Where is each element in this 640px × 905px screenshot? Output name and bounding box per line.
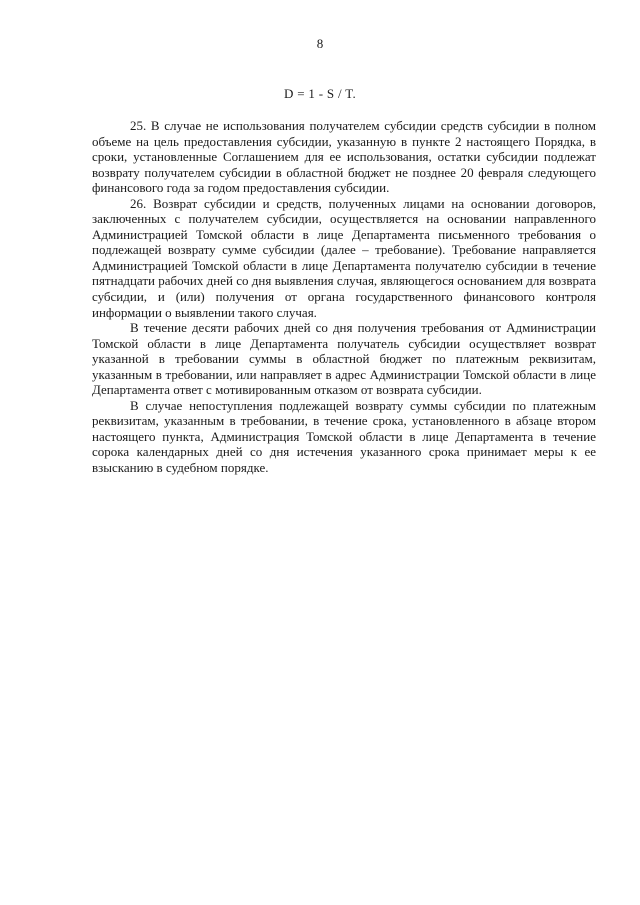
paragraph-26-second-abzac: В течение десяти рабочих дней со дня получения требования от Администрации Томской области в лице Департамента получатель субсидии осуществляет возврат указанной в требовании суммы в областной бюджет по платежным реквизитам, указанным в требовании, или направляет в адрес Администрации Томской области в лице Департамента ответ с мотивированным отказом от возврата субсидии. [92, 320, 596, 398]
paragraph-25: 25. В случае не использования получателем субсидии средств субсидии в полном объеме на цель предоставления субсидии, указанную в пункте 2 настоящего Порядка, в сроки, установленные Соглашением для ее использования, остатки субсидии подлежат возврату получателем субсидии в областной бюджет не позднее 20 февраля следующего финансового года за годом предоставления субсидии. [92, 118, 596, 196]
paragraph-26-third-abzac: В случае непоступления подлежащей возврату суммы субсидии по платежным реквизитам, указанным в требовании, в течение срока, установленного в абзаце втором настоящего пункта, Администрация Томской области в лице Департамента в течение сорока календарных дней со дня истечения указанного срока принимает меры к ее взысканию в судебном порядке. [92, 397, 596, 476]
page-number: 8 [316, 36, 324, 51]
paragraph-26: 26. Возврат субсидии и средств, полученных лицами на основании договоров, заключенных с получателем субсидии, осуществляется на основании направленного Администрацией Томской области в лице Департамента письменного требования о подлежащей возврату сумме субсидии (далее – требование). Требование направляется Администрацией Томской области в лице Департамента получателю субсидии в течение пятнадцати рабочих дней со дня выявления случая, являющегося основанием для возврата субсидии, и (или) получения от органа государственного финансового контроля информации о выявлении такого случая. [92, 195, 596, 320]
formula: D = 1 - S / T. [283, 86, 357, 101]
document-body [92, 118, 596, 476]
